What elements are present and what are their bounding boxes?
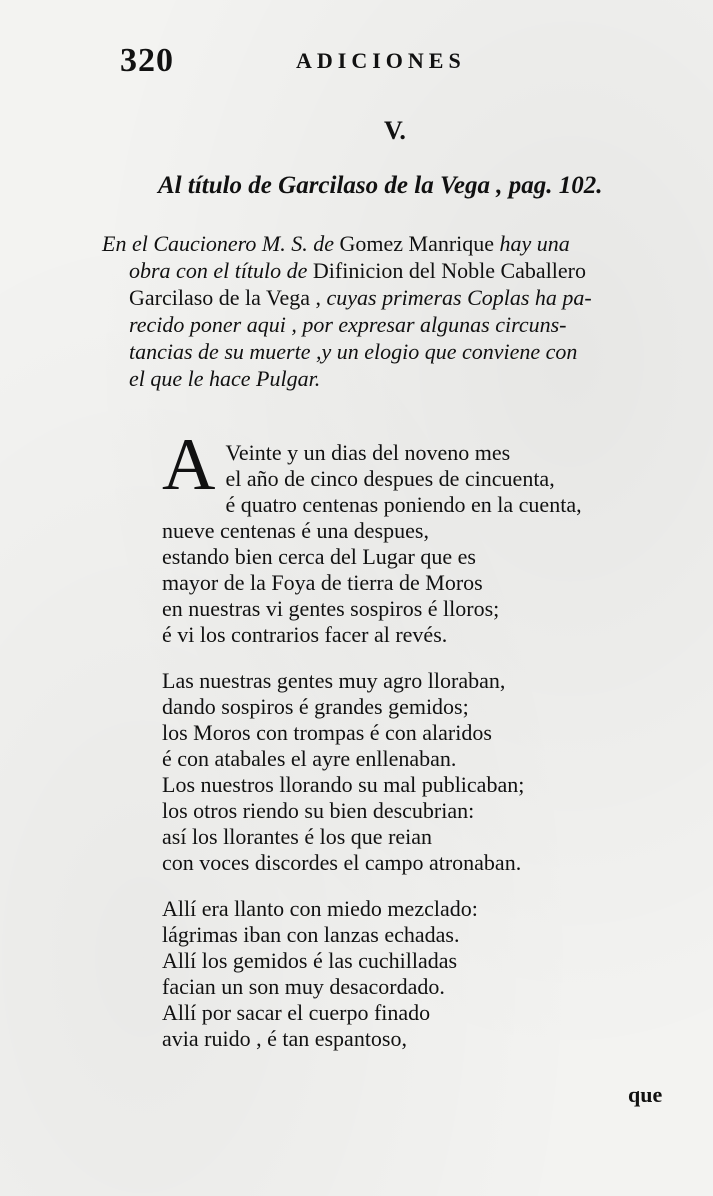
page-number: 320 [120, 42, 174, 79]
poem-line: con voces discordes el campo atronaban. [162, 850, 522, 875]
intro-segment: cuyas primeras Coplas ha pa- [326, 285, 592, 310]
intro-segment: tancias de su muerte ,y un elogio que conviene con [129, 339, 578, 364]
stanza [162, 896, 632, 1052]
section-title: Al título de Garcilaso de la Vega , pag. 102. [158, 172, 603, 199]
running-head: ADICIONES [296, 48, 466, 73]
intro-line [102, 365, 682, 392]
stanza [162, 424, 632, 648]
poem-line: Las nuestras gentes muy agro lloraban, [162, 668, 506, 693]
intro-segment: hay una [499, 231, 570, 256]
poem-line: facian un son muy desacordado. [162, 974, 445, 999]
poem-line: Allí era llanto con miedo mezclado: [162, 896, 478, 921]
poem-line: Veinte y un dias del noveno mes [225, 440, 511, 465]
intro-line [102, 257, 682, 284]
poem-line: é con atabales el ayre enllenaban. [162, 746, 457, 771]
poem-line: é vi los contrarios facer al revés. [162, 622, 448, 647]
poem-line: Allí los gemidos é las cuchilladas [162, 948, 458, 973]
intro-segment: obra con el título de [129, 258, 313, 283]
poem-line: Los nuestros llorando su mal publicaban; [162, 772, 525, 797]
drop-cap: A [162, 424, 216, 506]
intro-segment: En el Caucionero [102, 231, 262, 256]
catchword: que [628, 1082, 663, 1107]
intro-segment: M. S. [261, 231, 314, 256]
poem-line: Allí por sacar el cuerpo finado [162, 1000, 431, 1025]
intro-segment: Gomez Manrique [339, 231, 500, 256]
poem-line: dando sospiros é grandes gemidos; [162, 694, 469, 719]
poem-line: estando bien cerca del Lugar que es [162, 544, 476, 569]
poem-line: el año de cinco despues de cincuenta, [225, 466, 555, 491]
intro-line [102, 311, 682, 338]
poem-line: é quatro centenas poniendo en la cuenta, [225, 492, 582, 517]
poem [162, 424, 632, 1072]
page-header [120, 42, 540, 82]
intro-segment: recido poner aqui , por expresar algunas circuns- [129, 312, 567, 337]
poem-line: nueve centenas é una despues, [162, 518, 429, 543]
intro-segment: Difinicion del Noble Caballero [312, 258, 587, 283]
poem-line: lágrimas iban con lanzas echadas. [162, 922, 460, 947]
poem-line: así los llorantes é los que reian [162, 824, 433, 849]
intro-paragraph [102, 230, 682, 392]
intro-line [102, 230, 682, 257]
section-number: V. [384, 116, 406, 145]
poem-line: mayor de la Foya de tierra de Moros [162, 570, 483, 595]
intro-segment: el que le hace Pulgar. [129, 366, 321, 391]
poem-line: avia ruido , é tan espantoso, [162, 1026, 407, 1051]
poem-line: los Moros con trompas é con alaridos [162, 720, 492, 745]
stanza [162, 668, 632, 876]
intro-segment: Garcilaso de la Vega , [129, 285, 327, 310]
intro-segment: de [313, 231, 340, 256]
poem-line: los otros riendo su bien descubrian: [162, 798, 475, 823]
poem-line: en nuestras vi gentes sospiros é lloros; [162, 596, 500, 621]
intro-line [102, 338, 682, 365]
intro-line [102, 284, 682, 311]
